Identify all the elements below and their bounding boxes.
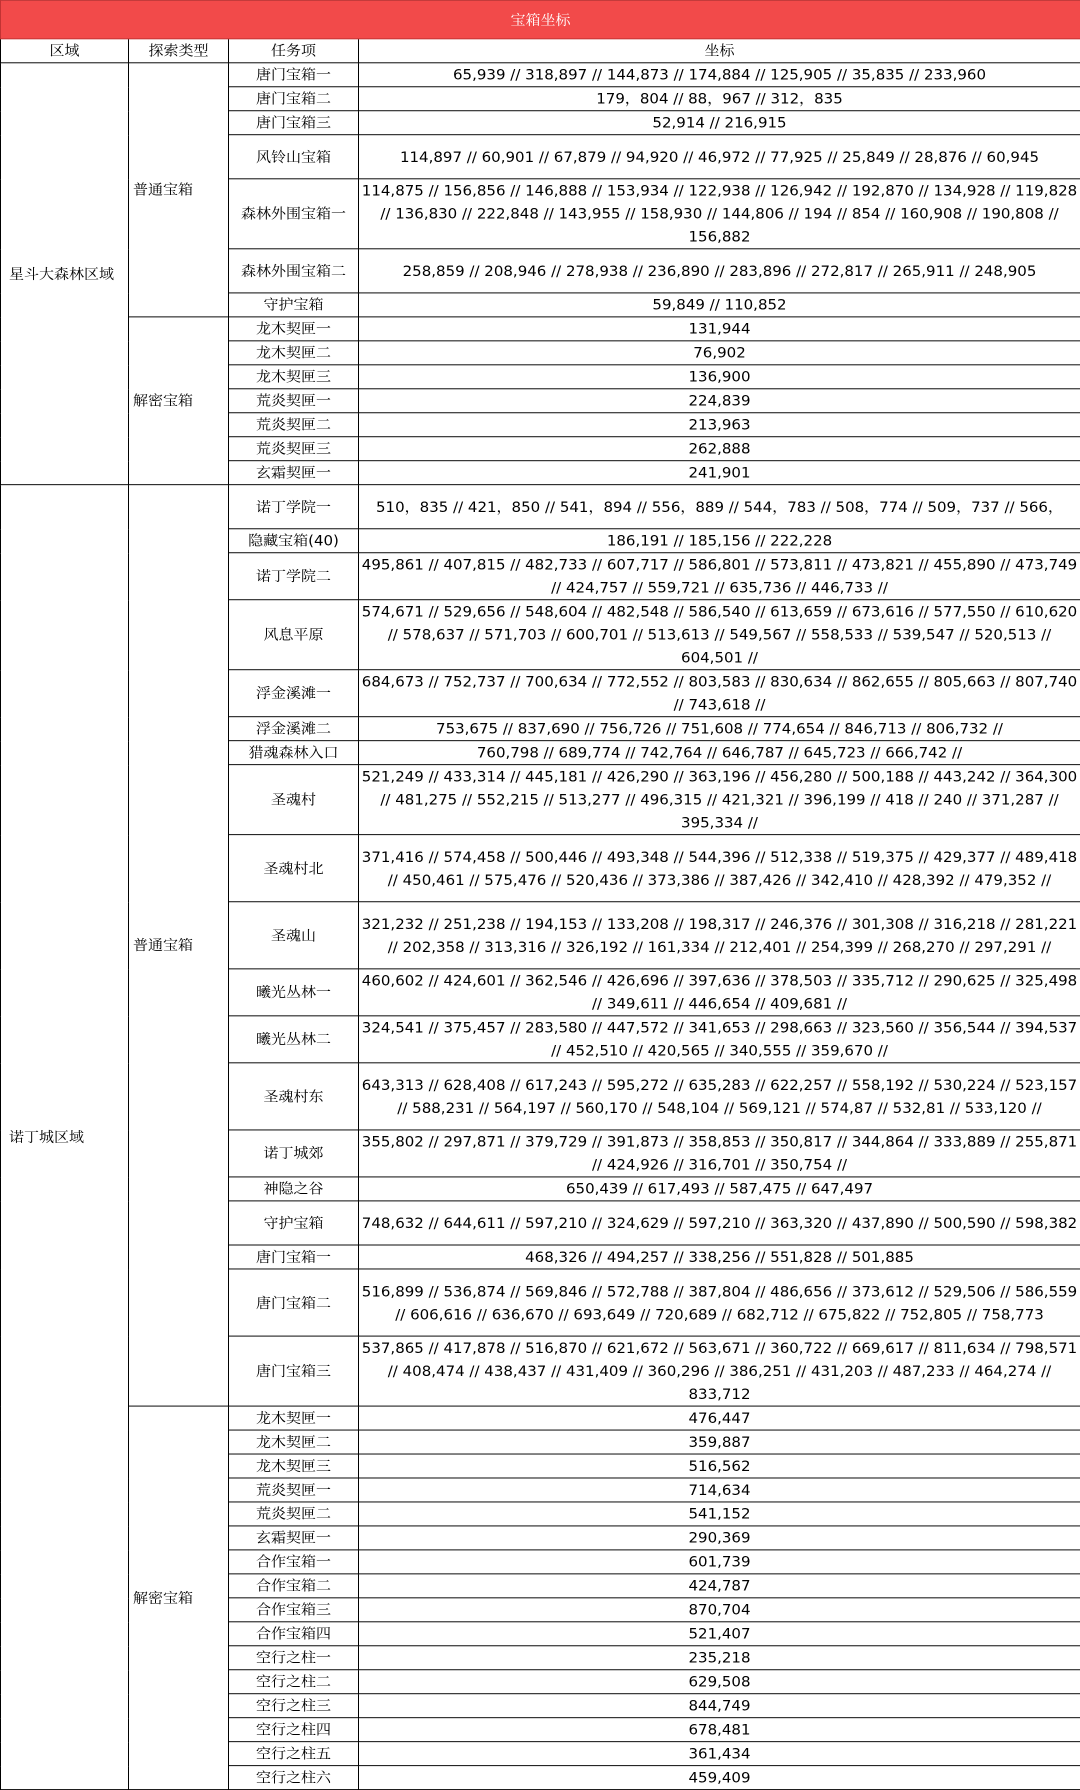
task-cell: 空行之柱六 [229,1766,359,1790]
task-cell: 唐门宝箱一 [229,63,359,87]
task-cell: 龙木契匣三 [229,1454,359,1478]
header-task: 任务项 [229,39,359,63]
coords-cell: 753,675 // 837,690 // 756,726 // 751,608 // 774,654 // 846,713 // 806,732 // [359,717,1080,741]
task-cell: 风息平原 [229,600,359,670]
task-cell: 空行之柱四 [229,1718,359,1742]
coords-cell: 516,899 // 536,874 // 569,846 // 572,788 // 387,804 // 486,656 // 373,612 // 529,506 // 586,559 // 606,616 // 636,670 // 693,649 // 720,689 // 682,712 // 675,822 // 752,805 // 758,773 [359,1269,1080,1336]
task-cell: 荒炎契匣二 [229,1502,359,1526]
task-cell: 浮金溪滩二 [229,717,359,741]
region-cell: 诺丁城区域 [1,485,129,1790]
task-cell: 森林外围宝箱二 [229,249,359,293]
coords-cell: 844,749 [359,1694,1080,1718]
coords-cell: 537,865 // 417,878 // 516,870 // 621,672 // 563,671 // 360,722 // 669,617 // 811,634 // 798,571 // 408,474 // 438,437 // 431,409 // 360,296 // 386,251 // 431,203 // 487,233 // 464,274 // 833,712 [359,1336,1080,1406]
coords-cell: 131,944 [359,317,1080,341]
coords-cell: 629,508 [359,1670,1080,1694]
task-cell: 空行之柱一 [229,1646,359,1670]
coords-cell: 355,802 // 297,871 // 379,729 // 391,873 // 358,853 // 350,817 // 344,864 // 333,889 // 255,871 // 424,926 // 316,701 // 350,754 // [359,1130,1080,1177]
task-cell: 风铃山宝箱 [229,135,359,179]
task-cell: 龙木契匣一 [229,317,359,341]
coords-cell: 76,902 [359,341,1080,365]
task-cell: 玄霜契匣一 [229,461,359,485]
header-row [1,39,1080,63]
coords-cell: 224,839 [359,389,1080,413]
task-cell: 龙木契匣二 [229,1430,359,1454]
task-cell: 合作宝箱四 [229,1622,359,1646]
coords-cell: 258,859 // 208,946 // 278,938 // 236,890 // 283,896 // 272,817 // 265,911 // 248,905 [359,249,1080,293]
task-cell: 合作宝箱二 [229,1574,359,1598]
task-cell: 诺丁学院一 [229,485,359,529]
header-coords: 坐标 [359,39,1080,63]
coords-cell: 714,634 [359,1478,1080,1502]
task-cell: 荒炎契匣二 [229,413,359,437]
coords-cell: 114,875 // 156,856 // 146,888 // 153,934 // 122,938 // 126,942 // 192,870 // 134,928 // 119,828 // 136,830 // 222,848 // 143,955 // 158,930 // 144,806 // 194 // 854 // 160,908 // 190,808 // 156,882 [359,179,1080,249]
coords-cell: 371,416 // 574,458 // 500,446 // 493,348 // 544,396 // 512,338 // 519,375 // 429,377 // 489,418 // 450,461 // 575,476 // 520,436 // 373,386 // 387,426 // 342,410 // 428,392 // 479,352 // [359,835,1080,902]
header-region: 区域 [1,39,129,63]
task-cell: 守护宝箱 [229,1201,359,1245]
coords-cell: 650,439 // 617,493 // 587,475 // 647,497 [359,1177,1080,1201]
coords-cell: 643,313 // 628,408 // 617,243 // 595,272 // 635,283 // 622,257 // 558,192 // 530,224 // 523,157 // 588,231 // 564,197 // 560,170 // 548,104 // 569,121 // 574,87 // 532,81 // 533,120 // [359,1063,1080,1130]
coords-cell: 424,787 [359,1574,1080,1598]
task-cell: 守护宝箱 [229,293,359,317]
coords-cell: 213,963 [359,413,1080,437]
coords-cell: 65,939 // 318,897 // 144,873 // 174,884 // 125,905 // 35,835 // 233,960 [359,63,1080,87]
coords-cell: 262,888 [359,437,1080,461]
task-cell: 圣魂山 [229,902,359,969]
coords-cell: 541,152 [359,1502,1080,1526]
task-cell: 唐门宝箱一 [229,1245,359,1269]
coords-cell: 136,900 [359,365,1080,389]
task-cell: 神隐之谷 [229,1177,359,1201]
task-cell: 龙木契匣二 [229,341,359,365]
coords-cell: 114,897 // 60,901 // 67,879 // 94,920 // 46,972 // 77,925 // 25,849 // 28,876 // 60,945 [359,135,1080,179]
task-cell: 猎魂森林入口 [229,741,359,765]
coords-cell: 495,861 // 407,815 // 482,733 // 607,717 // 586,801 // 573,811 // 473,821 // 455,890 // 473,749 // 424,757 // 559,721 // 635,736 // 446,733 // [359,553,1080,600]
task-cell: 荒炎契匣三 [229,437,359,461]
coords-cell: 468,326 // 494,257 // 338,256 // 551,828 // 501,885 [359,1245,1080,1269]
task-cell: 诺丁学院二 [229,553,359,600]
table-title: 宝箱坐标 [1,0,1080,38]
task-cell: 曦光丛林二 [229,1016,359,1063]
task-cell: 龙木契匣三 [229,365,359,389]
type-cell: 解密宝箱 [129,317,229,485]
coords-cell: 321,232 // 251,238 // 194,153 // 133,208 // 198,317 // 246,376 // 301,308 // 316,218 // 281,221 // 202,358 // 313,316 // 326,192 // 161,334 // 212,401 // 254,399 // 268,270 // 297,291 // [359,902,1080,969]
coords-cell: 290,369 [359,1526,1080,1550]
coords-cell: 186,191 // 185,156 // 222,228 [359,529,1080,553]
table-row [1,63,1080,87]
table-row [1,1406,1080,1430]
task-cell: 隐藏宝箱(40) [229,529,359,553]
coords-cell: 684,673 // 752,737 // 700,634 // 772,552 // 803,583 // 830,634 // 862,655 // 805,663 // 807,740 // 743,618 // [359,670,1080,717]
coords-cell: 601,739 [359,1550,1080,1574]
coords-cell: 476,447 [359,1406,1080,1430]
task-cell: 诺丁城郊 [229,1130,359,1177]
header-type: 探索类型 [129,39,229,63]
task-cell: 龙木契匣一 [229,1406,359,1430]
region-cell: 星斗大森林区域 [1,63,129,485]
task-cell: 唐门宝箱三 [229,1336,359,1406]
coords-cell: 52,914 // 216,915 [359,111,1080,135]
type-cell: 普通宝箱 [129,63,229,317]
task-cell: 空行之柱五 [229,1742,359,1766]
task-cell: 唐门宝箱三 [229,111,359,135]
coords-cell: 870,704 [359,1598,1080,1622]
coords-cell: 235,218 [359,1646,1080,1670]
task-cell: 浮金溪滩一 [229,670,359,717]
coords-cell: 459,409 [359,1766,1080,1790]
task-cell: 唐门宝箱二 [229,1269,359,1336]
task-cell: 荒炎契匣一 [229,389,359,413]
task-cell: 玄霜契匣一 [229,1526,359,1550]
task-cell: 空行之柱三 [229,1694,359,1718]
coords-cell: 521,249 // 433,314 // 445,181 // 426,290 // 363,196 // 456,280 // 500,188 // 443,242 // 364,300 // 481,275 // 552,215 // 513,277 // 496,315 // 421,321 // 396,199 // 418 // 240 // 371,287 // 395,334 // [359,765,1080,835]
coords-cell: 521,407 [359,1622,1080,1646]
coords-cell: 324,541 // 375,457 // 283,580 // 447,572 // 341,653 // 298,663 // 323,560 // 356,544 // 394,537 // 452,510 // 420,565 // 340,555 // 359,670 // [359,1016,1080,1063]
task-cell: 森林外围宝箱一 [229,179,359,249]
coords-cell: 516,562 [359,1454,1080,1478]
coords-cell: 359,887 [359,1430,1080,1454]
coords-cell: 574,671 // 529,656 // 548,604 // 482,548 // 586,540 // 613,659 // 673,616 // 577,550 // 610,620 // 578,637 // 571,703 // 600,701 // 513,613 // 549,567 // 558,533 // 539,547 // 520,513 // 604,501 // [359,600,1080,670]
table-row [1,317,1080,341]
coords-cell: 748,632 // 644,611 // 597,210 // 324,629 // 597,210 // 363,320 // 437,890 // 500,590 // 598,382 [359,1201,1080,1245]
coords-cell: 510，835 // 421，850 // 541，894 // 556，889 // 544，783 // 508，774 // 509，737 // 566， [359,485,1080,529]
coords-cell: 460,602 // 424,601 // 362,546 // 426,696 // 397,636 // 378,503 // 335,712 // 290,625 // 325,498 // 349,611 // 446,654 // 409,681 // [359,969,1080,1016]
coords-cell: 678,481 [359,1718,1080,1742]
coords-cell: 760,798 // 689,774 // 742,764 // 646,787 // 645,723 // 666,742 // [359,741,1080,765]
coords-cell: 241,901 [359,461,1080,485]
type-cell: 解密宝箱 [129,1406,229,1790]
coords-cell: 59,849 // 110,852 [359,293,1080,317]
task-cell: 唐门宝箱二 [229,87,359,111]
task-cell: 圣魂村东 [229,1063,359,1130]
task-cell: 荒炎契匣一 [229,1478,359,1502]
table-body [1,0,1080,1789]
table-row [1,485,1080,529]
coords-cell: 179，804 // 88，967 // 312，835 [359,87,1080,111]
type-cell: 普通宝箱 [129,485,229,1406]
task-cell: 合作宝箱一 [229,1550,359,1574]
task-cell: 曦光丛林一 [229,969,359,1016]
task-cell: 合作宝箱三 [229,1598,359,1622]
coords-cell: 361,434 [359,1742,1080,1766]
task-cell: 圣魂村 [229,765,359,835]
title-row [1,0,1080,38]
task-cell: 圣魂村北 [229,835,359,902]
task-cell: 空行之柱二 [229,1670,359,1694]
